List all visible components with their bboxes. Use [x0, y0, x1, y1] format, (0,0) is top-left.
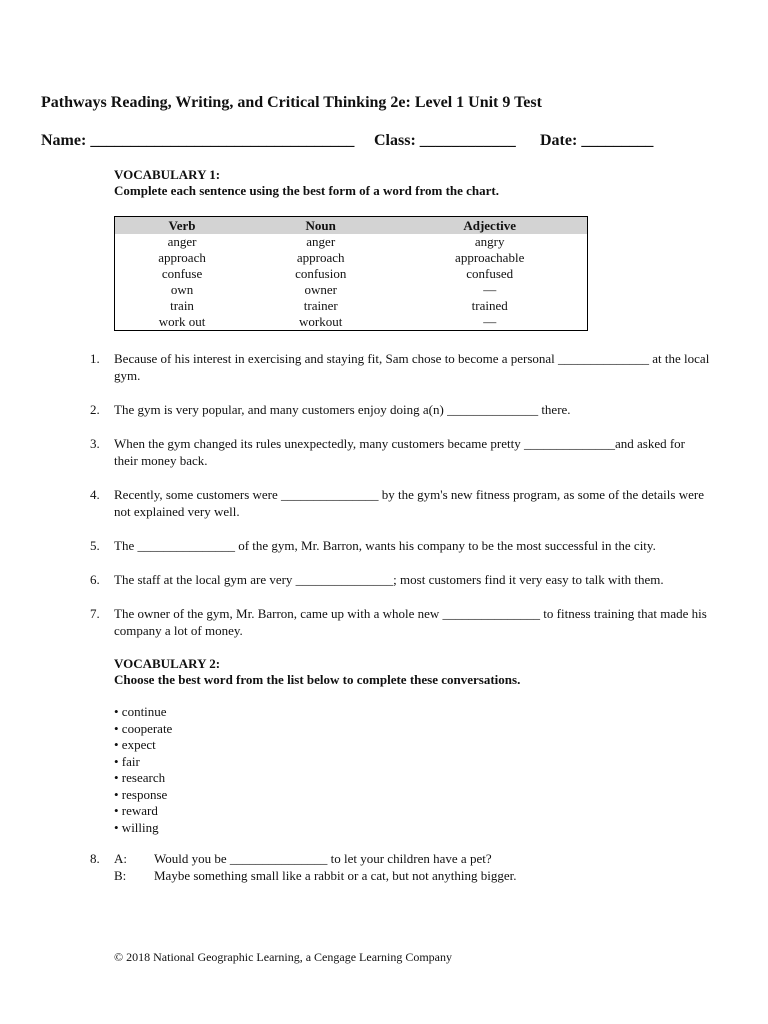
table-cell: anger — [306, 234, 336, 249]
question-number: 8. — [90, 851, 100, 866]
conversation-text: Maybe something small like a rabbit or a cat, but not anything bigger. — [154, 868, 517, 883]
word-form-chart — [114, 216, 588, 331]
table-cell: approach — [296, 250, 345, 265]
table-cell: — — [483, 282, 497, 297]
table-cell: owner — [304, 282, 337, 297]
table-cell: trainer — [303, 298, 338, 313]
table-row — [115, 266, 588, 282]
conversation-line — [90, 867, 710, 884]
table-cell: — — [483, 314, 497, 329]
table-cell: workout — [299, 314, 343, 329]
column-header: Adjective — [392, 217, 587, 235]
vocab2-heading: VOCABULARY 2: — [114, 656, 221, 671]
list-item: • fair — [114, 753, 140, 769]
table-row — [115, 234, 588, 250]
column-header: Verb — [115, 217, 250, 235]
date-field-label: Date: _________ — [540, 132, 654, 149]
list-item: • expect — [114, 737, 156, 752]
table-cell: train — [170, 298, 194, 313]
question-1 — [90, 350, 710, 384]
table-cell: approach — [158, 250, 206, 265]
question-7 — [90, 605, 710, 639]
chart-header-row — [115, 217, 588, 235]
vocab1-instruction: Complete each sentence using the best form of a word from the chart. — [114, 183, 499, 198]
table-cell: confusion — [295, 266, 347, 281]
question-2 — [90, 401, 710, 418]
copyright-footer: © 2018 National Geographic Learning, a Cengage Learning Company — [114, 950, 453, 964]
table-cell: work out — [158, 314, 206, 329]
question-4 — [90, 486, 710, 520]
question-6 — [90, 571, 710, 588]
question-text: When the gym changed its rules unexpectedly, many customers became pretty ______________and asked for their money back. — [114, 436, 685, 468]
speaker-label: A: — [114, 851, 127, 866]
table-cell: anger — [167, 234, 197, 249]
table-row — [115, 250, 588, 266]
question-text: Because of his interest in exercising and staying fit, Sam chose to become a personal ______________ at the local gym. — [114, 351, 710, 383]
word-bank-list — [114, 704, 172, 836]
question-number: 1. — [90, 351, 100, 366]
question-text: Recently, some customers were _______________ by the gym's new fitness program, as some of the details were not explained very well. — [114, 487, 704, 519]
list-item: • response — [114, 786, 168, 802]
table-cell: angry — [474, 234, 505, 249]
question-text: The _______________ of the gym, Mr. Barron, wants his company to be the most successful in the city. — [114, 538, 656, 553]
speaker-label: B: — [114, 868, 127, 883]
list-item: • cooperate — [114, 720, 173, 736]
vocab1-heading: VOCABULARY 1: — [114, 167, 221, 182]
question-5 — [90, 537, 710, 554]
question-text: The gym is very popular, and many customers enjoy doing a(n) ______________ there. — [114, 402, 571, 417]
question-number: 5. — [90, 538, 100, 553]
list-item: • reward — [114, 803, 158, 818]
conversation-8 — [90, 850, 710, 884]
question-3 — [90, 435, 710, 469]
table-cell: approachable — [455, 250, 525, 265]
vocab2-instruction: Choose the best word from the list below to complete these conversations. — [114, 672, 521, 687]
conversation-text: Would you be _______________ to let your children have a pet? — [154, 851, 492, 866]
table-cell: own — [170, 282, 194, 297]
table-row — [115, 314, 588, 331]
name-field-label: Name: _________________________________ — [41, 132, 355, 149]
column-header: Noun — [249, 217, 392, 235]
table-cell: confused — [466, 266, 514, 281]
table-cell: trained — [471, 298, 508, 313]
list-item: • continue — [114, 704, 167, 719]
question-text: The staff at the local gym are very _______________; most customers find it very easy to talk with them. — [114, 572, 664, 587]
question-number: 6. — [90, 572, 100, 587]
question-text: The owner of the gym, Mr. Barron, came up with a whole new _______________ to fitness training that made his company a lot of money. — [114, 606, 707, 638]
list-item: • research — [114, 770, 166, 785]
question-number: 3. — [90, 436, 100, 451]
list-item: • willing — [114, 819, 159, 835]
table-cell: confuse — [161, 266, 203, 281]
page-title: Pathways Reading, Writing, and Critical Thinking 2e: Level 1 Unit 9 Test — [41, 94, 542, 111]
question-number: 2. — [90, 402, 100, 417]
table-row — [115, 282, 588, 298]
question-number: 7. — [90, 606, 100, 621]
table-row — [115, 298, 588, 314]
class-field-label: Class: ____________ — [374, 132, 516, 149]
question-number: 4. — [90, 487, 100, 502]
conversation-line — [90, 850, 710, 867]
